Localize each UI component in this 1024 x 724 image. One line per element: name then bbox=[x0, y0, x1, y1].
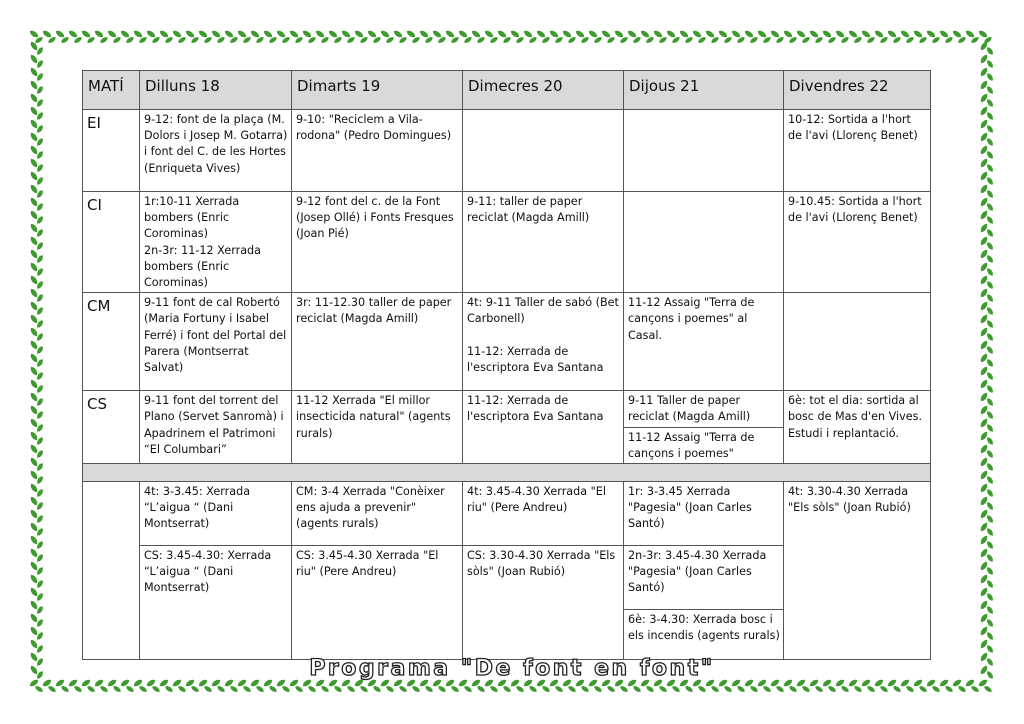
table-cell bbox=[463, 110, 624, 192]
header-dimarts: Dimarts 19 bbox=[292, 71, 463, 110]
table-cell: 9-11: taller de paper reciclat (Magda Amill) bbox=[463, 192, 624, 293]
table-cell: 9-10.45: Sortida a l'hort de l'avi (Llorenç Benet) bbox=[784, 192, 931, 293]
separator-row bbox=[83, 464, 931, 482]
table-cell: 9-12 font del c. de la Font (Josep Ollé) i Fonts Fresques (Joan Pié) bbox=[292, 192, 463, 293]
table-cell: 9-11 Taller de paper reciclat (Magda Amill) bbox=[624, 391, 784, 427]
header-dilluns: Dilluns 18 bbox=[140, 71, 292, 110]
table-cell: 3r: 11-12.30 taller de paper reciclat (Magda Amill) bbox=[292, 293, 463, 391]
table-cell: 2n-3r: 3.45-4.30 Xerrada "Pagesia" (Joan Carles Santó) bbox=[624, 546, 784, 610]
program-title: Programa "De font en font" bbox=[309, 656, 715, 681]
table-cell: CS: 3.45-4.30 Xerrada "El riu" (Pere Andreu) bbox=[292, 546, 463, 660]
header-dijous: Dijous 21 bbox=[624, 71, 784, 110]
table-cell bbox=[624, 110, 784, 192]
table-cell bbox=[784, 293, 931, 391]
table-cell: 10-12: Sortida a l'hort de l'avi (Llorenç Benet) bbox=[784, 110, 931, 192]
header-row bbox=[83, 71, 931, 110]
level-label: CM bbox=[83, 293, 140, 391]
table-cell: CS: 3.30-4.30 Xerrada "Els sòls" (Joan Rubió) bbox=[463, 546, 624, 660]
table-cell: 4t: 3.30-4.30 Xerrada "Els sòls" (Joan Rubió) bbox=[784, 482, 931, 660]
table-row bbox=[83, 391, 931, 427]
table-cell bbox=[624, 192, 784, 293]
table-cell: 11-12: Xerrada de l'escriptora Eva Santana bbox=[463, 391, 624, 464]
table-cell: CS: 3.45-4.30: Xerrada “L’aigua “ (Dani Montserrat) bbox=[140, 546, 292, 660]
empty-level-cell bbox=[83, 482, 140, 660]
table-cell: 4t: 3.45-4.30 Xerrada "El riu" (Pere Andreu) bbox=[463, 482, 624, 546]
table-cell: 11-12 Assaig "Terra de cançons i poemes" bbox=[624, 427, 784, 463]
table-row bbox=[83, 192, 931, 293]
table-cell: 1r:10-11 Xerrada bombers (Enric Corominas) 2n-3r: 11-12 Xerrada bombers (Enric Corominas) bbox=[140, 192, 292, 293]
table-cell: 6è: tot el dia: sortida al bosc de Mas d'en Vives. Estudi i replantació. bbox=[784, 391, 931, 464]
level-label: EI bbox=[83, 110, 140, 192]
table-cell: 9-12: font de la plaça (M. Dolors i Josep M. Gotarra) i font del C. de les Hortes (Enriqueta Vives) bbox=[140, 110, 292, 192]
header-dimecres: Dimecres 20 bbox=[463, 71, 624, 110]
table-cell: CM: 3-4 Xerrada "Conèixer ens ajuda a prevenir" (agents rurals) bbox=[292, 482, 463, 546]
table-cell: 4t: 3-3.45: Xerrada “L’aigua “ (Dani Montserrat) bbox=[140, 482, 292, 546]
header-divendres: Divendres 22 bbox=[784, 71, 931, 110]
table-row bbox=[83, 293, 931, 391]
table-cell: 11-12 Xerrada "El millor insecticida natural" (agents rurals) bbox=[292, 391, 463, 464]
level-label: CI bbox=[83, 192, 140, 293]
table-cell: 4t: 9-11 Taller de sabó (Bet Carbonell) 11-12: Xerrada de l'escriptora Eva Santana bbox=[463, 293, 624, 391]
table-cell: 9-10: "Reciclem a Vila-rodona" (Pedro Domingues) bbox=[292, 110, 463, 192]
separator-bar bbox=[83, 464, 931, 482]
level-label: CS bbox=[83, 391, 140, 464]
header-mati: MATÍ bbox=[83, 71, 140, 110]
table-cell: 6è: 3-4.30: Xerrada bosc i els incendis (agents rurals) bbox=[624, 610, 784, 660]
table-cell: 9-11 font del torrent del Plano (Servet Sanromà) i Apadrinem el Patrimoni “El Columbari” bbox=[140, 391, 292, 464]
schedule-table bbox=[82, 70, 931, 660]
table-cell: 1r: 3-3.45 Xerrada "Pagesia" (Joan Carles Santó) bbox=[624, 482, 784, 546]
table-row bbox=[83, 482, 931, 546]
table-cell: 9-11 font de cal Robertó (Maria Fortuny i Isabel Ferré) i font del Portal del Parera (Montserrat Salvat) bbox=[140, 293, 292, 391]
table-row bbox=[83, 110, 931, 192]
table-cell: 11-12 Assaig "Terra de cançons i poemes" al Casal. bbox=[624, 293, 784, 391]
